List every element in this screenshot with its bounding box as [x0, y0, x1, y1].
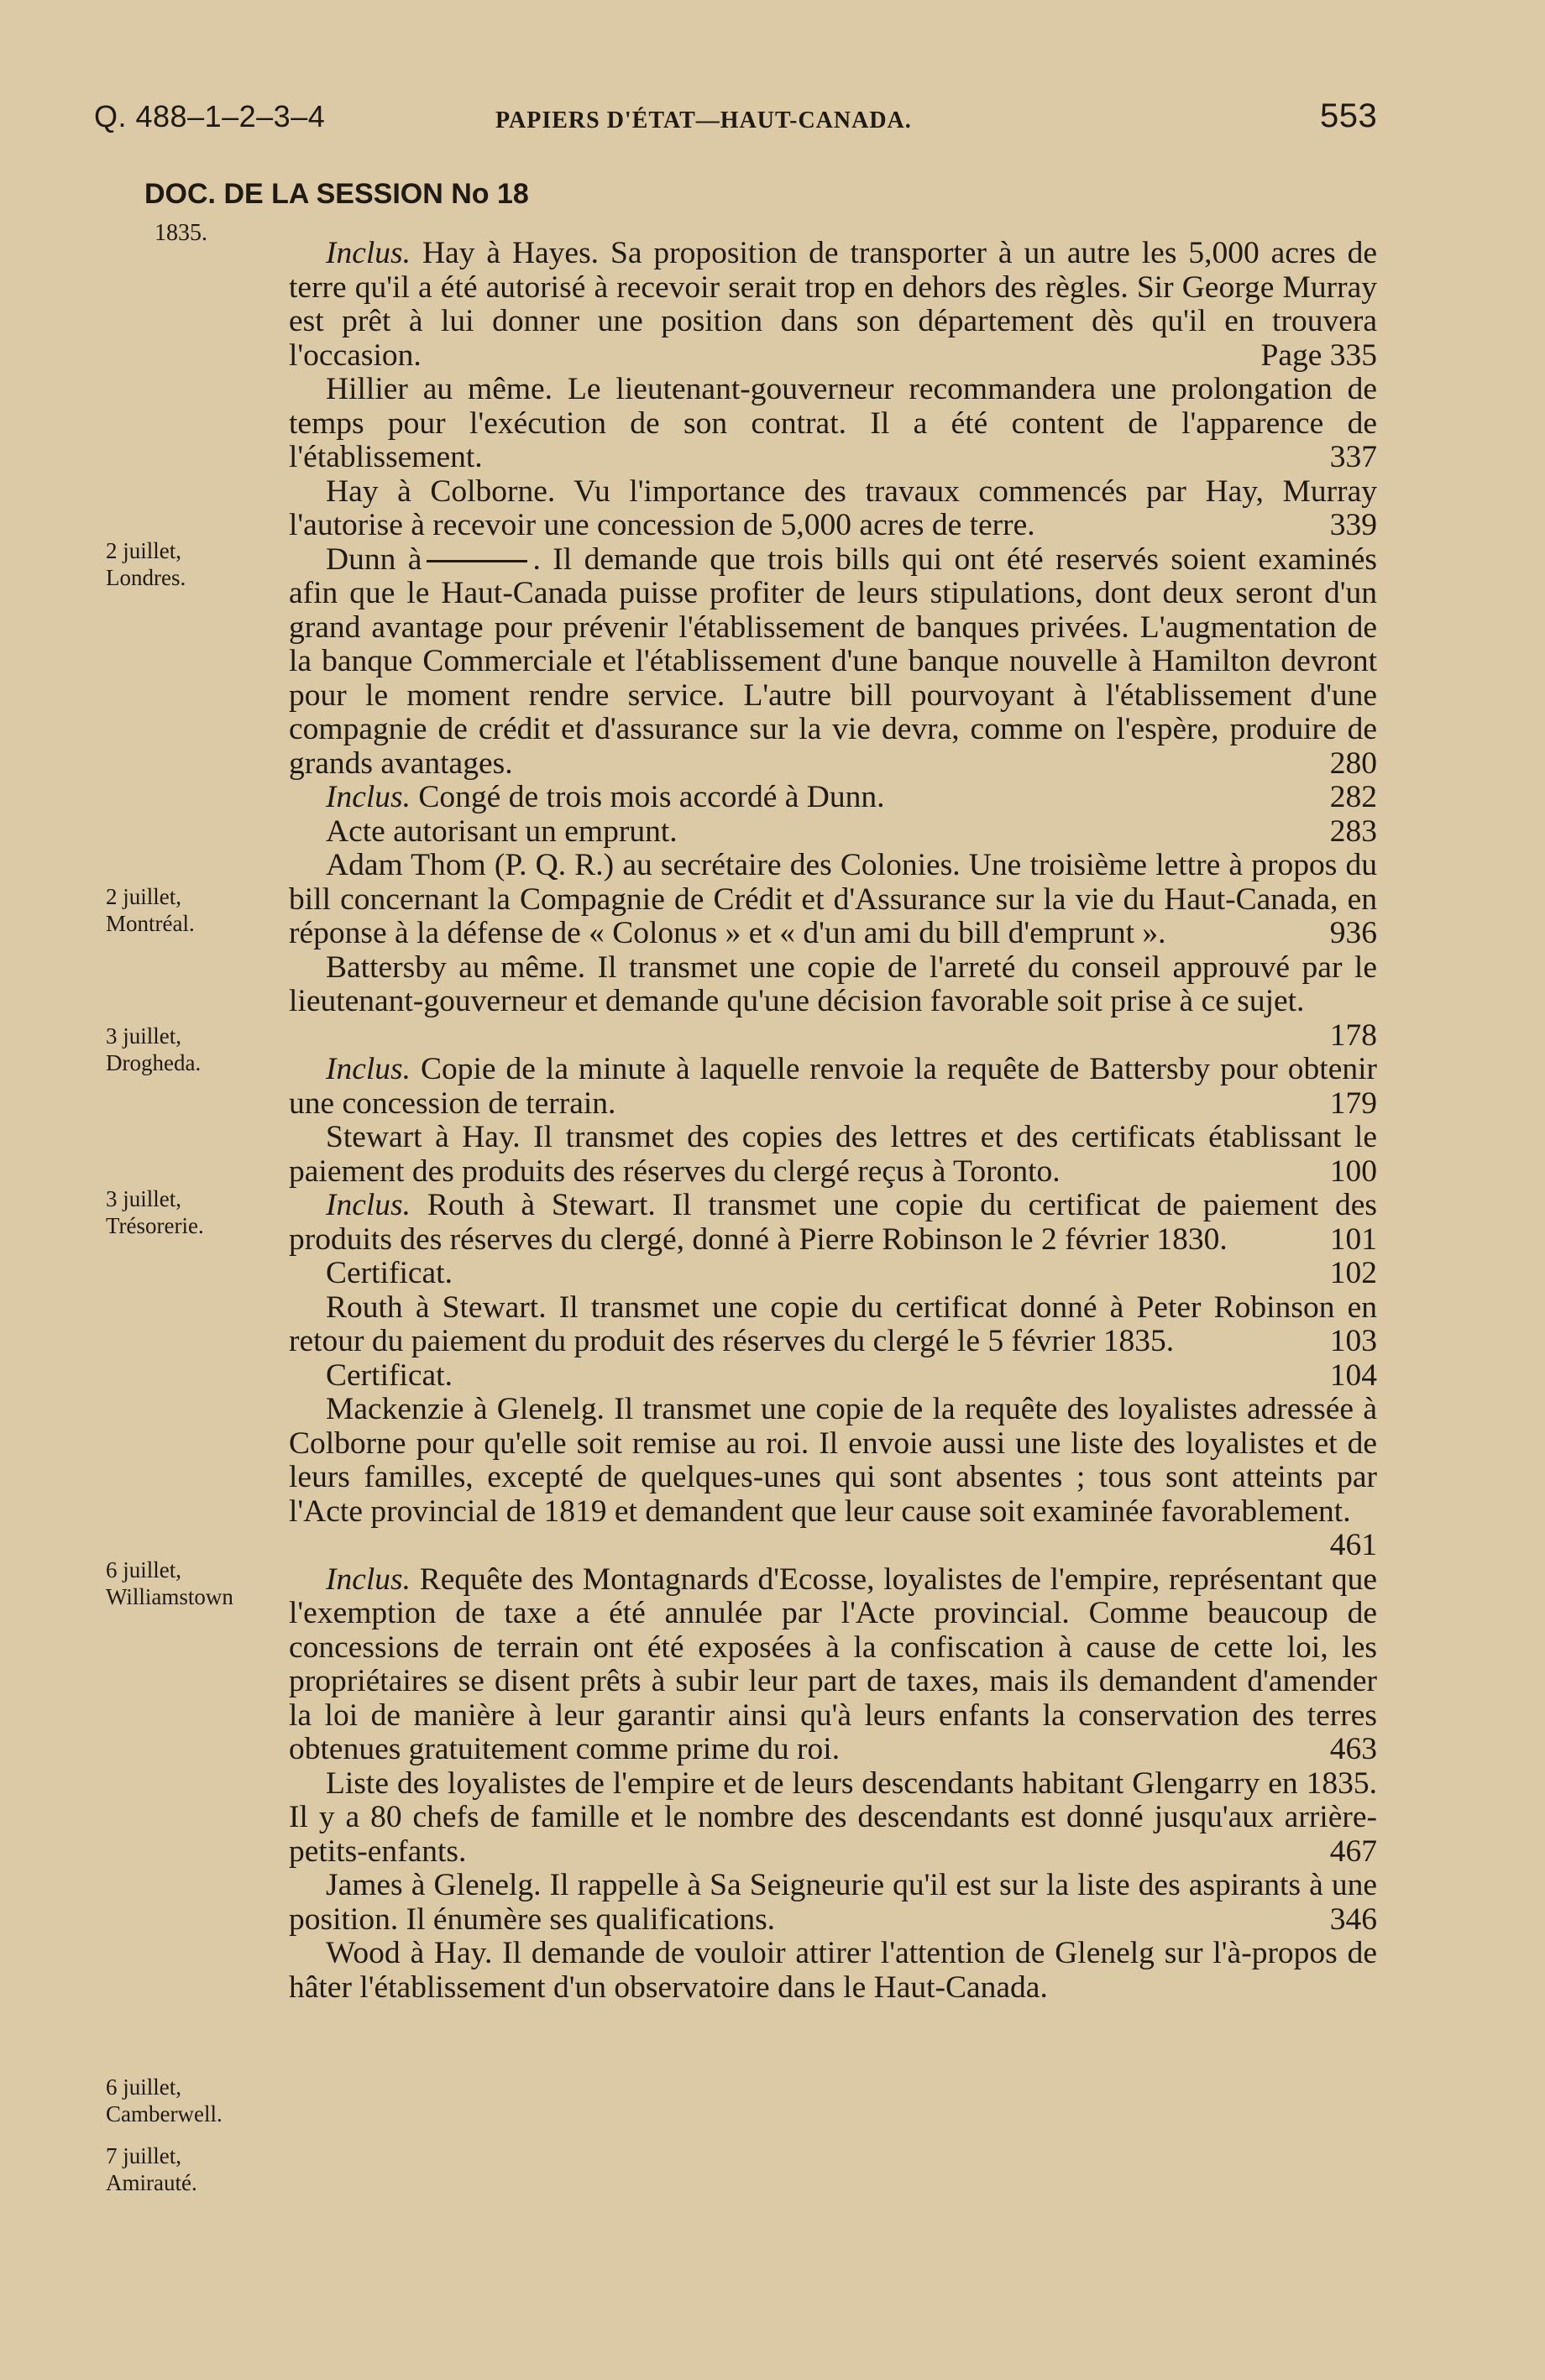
entry-text: Routh à Stewart. Il transmet une copie du certificat donné à Peter Robinson en retour du paiement du produit des réserves du clergé le 5 février 1835. [289, 1289, 1377, 1358]
page-number: 553 [1320, 97, 1378, 134]
sidenote-date: 3 juillet, [106, 1023, 181, 1049]
entry-page-ref: 100 [1329, 1153, 1377, 1189]
entry [289, 237, 1377, 373]
sidenote [106, 883, 195, 937]
entry-text: Copie de la minute à laquelle renvoie la requête de Battersby pour obtenir une concession de terrain. [289, 1052, 1378, 1121]
entry-text: Acte autorisant un emprunt. [326, 813, 678, 849]
entry [289, 815, 1377, 850]
entry-page-ref: 282 [1329, 780, 1377, 814]
sidenote [106, 2142, 197, 2196]
entry-page-ref: 283 [1329, 813, 1377, 849]
entry-text: Requête des Montagnards d'Ecosse, loyalistes de l'empire, représentant que l'exemption de taxe a été annulée par l'Acte provincial. Comme beaucoup de concessions de terrain ont été exposées à la confiscation à cause de cette loi, les propriétaires se disent prêts à subir leur part de taxes, mais ils demandent d'amender la loi de manière à leur garantir ainsi qu'à leurs enfants la conservation des terres obtenues gratuitement comme prime du roi. [289, 1561, 1377, 1766]
entry-page-ref: 346 [1329, 1901, 1377, 1937]
sidenote [106, 1023, 201, 1076]
entry-text: Wood à Hay. Il demande de vouloir attirer l'attention de Glenelg sur l'à-propos de hâter l'établissement d'un observatoire dans le Haut-Canada. [289, 1936, 1377, 2005]
entry-text: Dunn à [326, 541, 422, 577]
sidenote [106, 2074, 223, 2127]
entry [289, 1869, 1377, 1937]
entry [289, 1393, 1377, 1563]
entry [289, 1053, 1377, 1121]
entry-lead: Inclus. [326, 1561, 411, 1597]
entry [289, 475, 1377, 543]
sidenote [106, 1185, 204, 1239]
entry-text: James à Glenelg. Il rappelle à Sa Seigneurie qu'il est sur la liste des aspirants à une position. Il énumère ses qualifications. [289, 1868, 1377, 1937]
entry-page-ref: 178 [1329, 1017, 1377, 1053]
sidenote-place: Drogheda. [106, 1050, 202, 1075]
entry-lead: Inclus. [326, 236, 411, 270]
entry-text: Battersby au même. Il transmet une copie de l'arreté du conseil approuvé par le lieutenant-gouverneur et demande qu'une décision favorable soit prise à ce sujet. [289, 949, 1377, 1018]
entry-page-ref: 179 [1329, 1085, 1377, 1121]
entry-page-ref: 337 [1329, 440, 1377, 474]
entry-text: . Il demande que trois bills qui ont été reservés soient examinés afin que le Haut-Canada puisse profiter de leurs stipulations, dont deux seront d'un grand avantage pour prévenir l'établissement de banques privées. L'augmentation de la banque Commerciale et l'établissement d'une banque nouvelle à Hamilton devront pour le moment rendre service. L'autre bill pourvoyant à l'établissement d'une compagnie de crédit et d'assurance sur la vie devra, comme on l'espère, produire de grands avantages. [289, 541, 1378, 781]
sidenote-date: 6 juillet, [106, 1557, 181, 1582]
sidenote-date: 6 juillet, [106, 2074, 181, 2100]
year-label: 1835. [154, 220, 207, 246]
entry [289, 951, 1377, 1054]
sidenote [106, 537, 186, 591]
entry-page-ref: Page 335 [1260, 337, 1377, 373]
entry-page-ref: 339 [1329, 508, 1377, 542]
sidenote-place: Montréal. [106, 911, 195, 936]
entry [289, 373, 1377, 475]
blank-rule [427, 560, 527, 562]
entry [289, 849, 1377, 951]
entry [289, 1291, 1377, 1359]
sidenote-date: 2 juillet, [106, 884, 181, 909]
entry [289, 1257, 1377, 1291]
entry [289, 543, 1377, 782]
entry-text: Certificat. [326, 1357, 453, 1393]
sidenote-date: 3 juillet, [106, 1186, 181, 1211]
entry [289, 1937, 1377, 2005]
entry-text: Stewart à Hay. Il transmet des copies des lettres et des certificats établissant le paiement des produits des réserves du clergé reçus à Toronto. [289, 1120, 1377, 1189]
entry-page-ref: 103 [1329, 1324, 1377, 1358]
entry-text: Hillier au même. Le lieutenant-gouverneur recommandera une prolongation de temps pour l'exécution de son contrat. Il a été content de l'apparence de l'établissement. [289, 372, 1377, 474]
entry-text: Adam Thom (P. Q. R.) au secrétaire des Colonies. Une troisième lettre à propos du bill concernant la Compagnie de Crédit et d'Assurance sur la vie du Haut-Canada, en réponse à la défense de « Colonus » et « d'un ami du bill d'emprunt ». [289, 848, 1377, 950]
sidenote-place: Williamstown [106, 1584, 233, 1609]
entry-lead: Inclus. [326, 1052, 411, 1086]
archive-reference: Q. 488–1–2–3–4 [94, 99, 326, 133]
entry-text: Hay à Hayes. Sa proposition de transporter à un autre les 5,000 acres de terre qu'il a été autorisé à recevoir serait trop en dehors des règles. Sir George Murray est prêt à lui donner une position dans son département dès qu'il en trouvera l'occasion. [289, 236, 1378, 373]
sidenote-place: Amirauté. [106, 2170, 197, 2195]
sidenote-place: Camberwell. [106, 2101, 223, 2126]
sidenote [106, 1556, 233, 1610]
entry-page-ref: 101 [1329, 1221, 1377, 1257]
entry-page-ref: 280 [1329, 745, 1377, 781]
entry-lead: Inclus. [326, 1188, 411, 1222]
entry-lead: Inclus. [326, 780, 411, 814]
calendar-entries [289, 237, 1377, 2005]
entry [289, 1189, 1377, 1257]
entry [289, 1121, 1377, 1189]
entry-text: Congé de trois mois accordé à Dunn. [418, 780, 885, 814]
entry-text: Certificat. [326, 1256, 453, 1290]
sidenote-date: 2 juillet, [106, 538, 181, 563]
running-title: PAPIERS D'ÉTAT—HAUT-CANADA. [495, 107, 912, 133]
entry-page-ref: 461 [1329, 1528, 1377, 1562]
entry-text: Mackenzie à Glenelg. Il transmet une copie de la requête des loyalistes adressée à Colborne pour qu'elle soit remise au roi. Il envoie aussi une liste des loyalistes et de leurs familles, excepté de quelques-unes qui sont absentes ; tous sont atteints par l'Acte provincial de 1819 et demandent que leur cause soit examinée favorablement. [289, 1392, 1377, 1529]
entry-text: Hay à Colborne. Vu l'importance des travaux commencés par Hay, Murray l'autorise à recevoir une concession de 5,000 acres de terre. [289, 473, 1377, 542]
sidenote-place: Trésorerie. [106, 1213, 204, 1238]
entry [289, 1359, 1377, 1394]
entry [289, 1767, 1377, 1870]
entry-page-ref: 936 [1329, 916, 1377, 950]
sidenote-place: Londres. [106, 565, 186, 590]
entry-text: Routh à Stewart. Il transmet une copie du certificat de paiement des produits des réserves du clergé, donné à Pierre Robinson le 2 février 1830. [289, 1188, 1378, 1257]
entry [289, 1563, 1377, 1767]
entry-page-ref: 102 [1329, 1256, 1377, 1290]
session-doc-label: DOC. DE LA SESSION No 18 [144, 178, 529, 210]
entry-page-ref: 104 [1329, 1357, 1377, 1393]
sidenote-date: 7 juillet, [106, 2143, 181, 2168]
entry [289, 781, 1377, 815]
entry-page-ref: 463 [1329, 1732, 1377, 1766]
entry-text: Liste des loyalistes de l'empire et de leurs descendants habitant Glengarry en 1835. Il y a 80 chefs de famille et le nombre des descendants est donné jusqu'aux arrière-petits-enfants. [289, 1765, 1377, 1869]
entry-page-ref: 467 [1329, 1833, 1377, 1869]
